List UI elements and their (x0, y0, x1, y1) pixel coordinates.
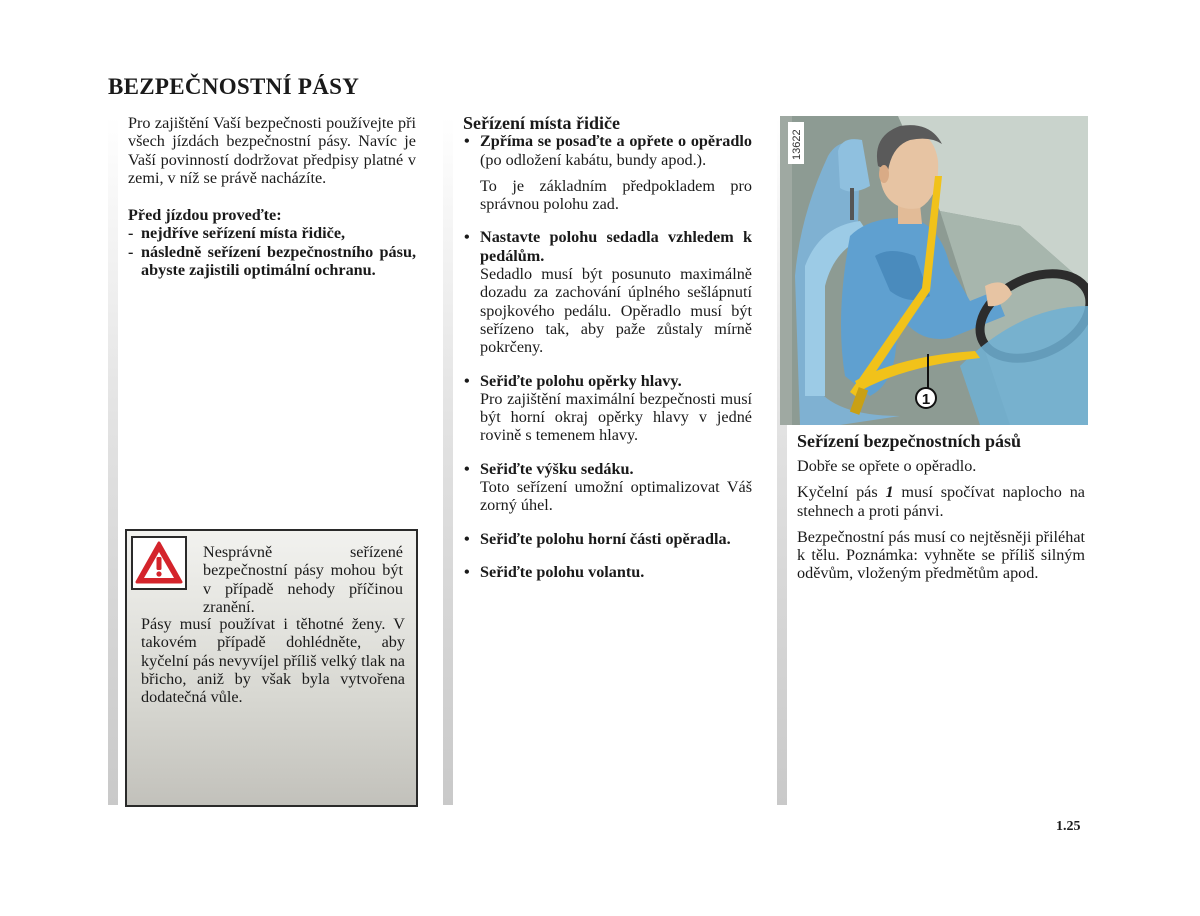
intro-text: Pro zajištění Vaší bezpečnosti používejte při všech jízdách bezpečnostní pásy. Navíc je Vaší povinností dodržovat předpisy platné v zemi, v níž se právě nacházíte. (128, 114, 416, 187)
list-item: • Seřiďte polohu volantu. (464, 562, 645, 581)
seated-driver-image (780, 116, 1088, 425)
belt-adjustment-column (797, 457, 1085, 591)
belt-paragraph: Bezpečnostní pás musí co nejtěsněji přiléhat k tělu. Poznámka: vyhněte se příliš silným oděvům, vloženým předmětům apod. (797, 527, 1085, 583)
intro-column (128, 114, 416, 279)
driver-seat-column (463, 114, 752, 581)
list-item: • Seřiďte výšku sedáku. Toto seřízení umožní optimalizovat Váš zorný úhel. (464, 459, 752, 515)
list-item: • Zpříma se posaďte a opřete o opěradlo (po odložení kabátu, bundy apod.). To je základním předpokladem pro správnou polohu zad. (464, 132, 752, 214)
callout-number: 1 (921, 391, 931, 408)
warning-lead: Nesprávně seřízené bezpečnostní pásy mohou být v případě nehody příčinou zranění. (203, 543, 403, 616)
warning-box (125, 529, 418, 807)
column-bar-middle (443, 117, 453, 805)
list-item: • Seřiďte polohu horní části opěradla. (464, 529, 731, 548)
belt-adjustment-heading: Seřízení bezpečnostních pásů (797, 431, 1022, 451)
before-drive-heading: Před jízdou proveďte: (128, 206, 282, 225)
step-item: - následně seřízení bezpečnostního pásu, abyste zajistili optimální ochranu. (128, 242, 416, 280)
column-bar-left (108, 117, 118, 805)
list-item: • Seřiďte polohu opěrky hlavy. Pro zajištění maximální bezpečnosti musí být horní okraj opěrky hlavy v jedné rovině s temenem hlavy. (464, 371, 752, 445)
belt-paragraph: Kyčelní pás 1 musí spočívat naplocho na stehnech a proti pánvi. (797, 483, 1085, 520)
belt-paragraph: Dobře se opřete o opěradlo. (797, 457, 977, 475)
warning-body: Pásy musí používat i těhotné ženy. V takovém případě dohlédněte, aby kyčelní pás nevyvíjel příliš velký tlak na břicho, aniž by však byla vytvořena dodatečná vůle. (141, 615, 405, 707)
list-item: • Nastavte polohu sedadla vzhledem k pedálům. Sedadlo musí být posunuto maximálně dozadu za zachování úplného sešlápnutí spojkového pedálu. Opěradlo musí být seřízeno tak, aby paže zůstaly mírně pokrčeny. (464, 228, 752, 357)
driver-seat-heading: Seřízení místa řidiče (463, 113, 620, 133)
driver-illustration (780, 116, 1088, 425)
warning-triangle-icon (133, 538, 185, 588)
page-title: BEZPEČNOSTNÍ PÁSY (108, 74, 360, 99)
warning-icon-frame (131, 536, 187, 590)
page-number: 1.25 (1056, 819, 1081, 834)
step-item: - nejdříve seřízení místa řidiče, (128, 224, 346, 243)
figure-code: 13622 (791, 129, 803, 160)
